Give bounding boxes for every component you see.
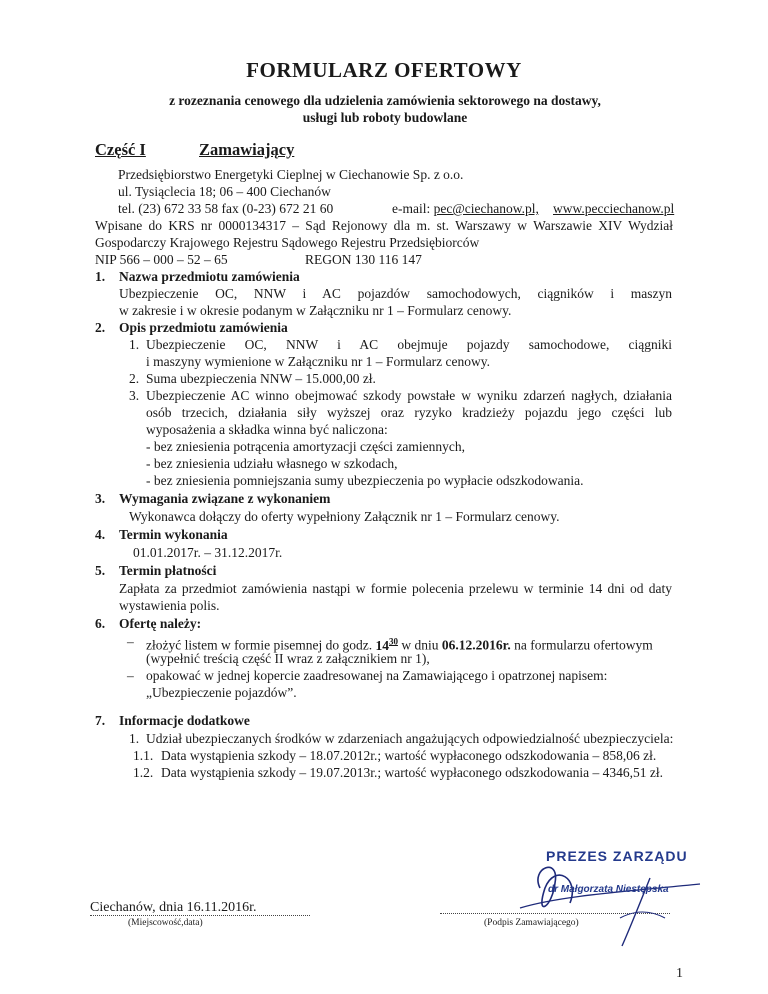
section-3-text: Wykonawca dołączy do oferty wypełniony Załącznik nr 1 – Formularz cenowy. <box>129 509 560 524</box>
section-2-item-3-line-1: Ubezpieczenie AC winno obejmować szkody powstałe w wyniku zdarzeń nagłych, działania <box>146 388 672 403</box>
section-2-item-2-number: 2. <box>129 371 140 386</box>
section-5-line-1: Zapłata za przedmiot zamówienia nastąpi w formie polecenia przelewu w terminie 14 dni od daty <box>119 581 672 596</box>
orderer-tel-fax: tel. (23) 672 33 58 fax (0-23) 672 21 60 <box>118 201 334 216</box>
section-2-bullet: - bez zniesienia potrącenia amortyzacji części zamiennych, <box>146 439 465 454</box>
section-7-sub-text: Data wystąpienia szkody – 18.07.2012r.; wartość wypłaconego odszkodowania – 858,06 zł. <box>161 748 657 763</box>
section-2-item-2: Suma ubezpieczenia NNW – 15.000,00 zł. <box>146 371 376 386</box>
section-6-dash: – <box>127 668 134 683</box>
regon: REGON 130 116 147 <box>305 252 422 267</box>
signature-caption: (Podpis Zamawiającego) <box>484 918 579 928</box>
section-7-sub-number: 1.2. <box>133 765 154 780</box>
section-2-bullet: - bez zniesienia udziału własnego w szkodach, <box>146 456 398 471</box>
section-2-title: Opis przedmiotu zamówienia <box>119 320 288 335</box>
section-1-number: 1. <box>95 269 106 284</box>
section-1-title: Nazwa przedmiotu zamówienia <box>119 269 300 284</box>
section-6-item-a-line-2: (wypełnić treścią część II wraz z załącznikiem nr 1), <box>146 651 430 666</box>
section-2-item-1-line-1: Ubezpieczenie OC, NNW i AC obejmuje pojazdy samochodowe, ciągniki <box>146 337 672 352</box>
section-2-item-3-line-2: osób trzecich, działania siły wyższej oraz ryzyko kradzieży pojazdu jego części lub <box>146 405 672 420</box>
section-3-title: Wymagania związane z wykonaniem <box>119 491 331 506</box>
orderer-name: Przedsiębiorstwo Energetyki Cieplnej w Ciechanowie Sp. z o.o. <box>118 167 464 182</box>
delivery-day-label: w dniu <box>401 637 439 653</box>
krs-line-2: Gospodarczy Krajowego Rejestru Sądowego Rejestru Przedsiębiorców <box>95 235 480 250</box>
nip: NIP 566 – 000 – 52 – 65 <box>95 252 228 267</box>
section-1-line-1: Ubezpieczenie OC, NNW i AC pojazdów samochodowych, ciągników i maszyn <box>119 286 672 301</box>
subtitle-line-2: usługi lub roboty budowlane <box>302 110 468 125</box>
signature-stamp <box>500 848 710 948</box>
place-date-dotted-line <box>90 915 310 916</box>
orderer-address: ul. Tysiąclecia 18; 06 – 400 Ciechanów <box>118 184 331 199</box>
krs-line-1: Wpisane do KRS nr 0000134317 – Sąd Rejonowy dla m. st. Warszawy w Warszawie XIV Wydział <box>95 218 673 233</box>
section-2-item-1-line-2: i maszyny wymienione w Załączniku nr 1 – Formularz cenowy. <box>146 354 491 369</box>
orderer-email-row <box>392 200 539 217</box>
section-2-number: 2. <box>95 320 106 335</box>
subtitle-line-1: z rozeznania cenowego dla udzielenia zamówienia sektorowego na dostawy, <box>169 93 601 108</box>
section-7-item-1: Udział ubezpieczanych środków w zdarzeniach angażujących odpowiedzialność ubezpieczyciela: <box>146 731 674 746</box>
stamp-title: PREZES ZARZĄDU <box>546 848 688 864</box>
part-name: Zamawiający <box>199 140 295 159</box>
section-2-item-1-number: 1. <box>129 337 140 352</box>
document-subtitle <box>120 92 650 126</box>
section-4-text: 01.01.2017r. – 31.12.2017r. <box>133 545 283 560</box>
section-4-number: 4. <box>95 527 106 542</box>
section-3-number: 3. <box>95 491 106 506</box>
section-7-sub-text: Data wystąpienia szkody – 19.07.2013r.; wartość wypłaconego odszkodowania – 4346,51 zł. <box>161 765 664 780</box>
section-6-item-b-line-1: opakować w jednej kopercie zaadresowanej na Zamawiającego i opatrzonej napisem: <box>146 668 608 683</box>
section-4-title: Termin wykonania <box>119 527 228 542</box>
place-date: Ciechanów, dnia 16.11.2016r. <box>90 900 257 915</box>
section-7-number: 7. <box>95 713 106 728</box>
section-6-dash: – <box>127 634 134 649</box>
section-2-item-3-number: 3. <box>129 388 140 403</box>
section-7-title: Informacje dodatkowe <box>119 713 250 728</box>
section-5-line-2: wystawienia polis. <box>119 598 220 613</box>
website-link[interactable]: www.pecciechanow.pl <box>553 201 675 216</box>
section-1-line-2: w zakresie i w okresie podanym w Załączniku nr 1 – Formularz cenowy. <box>119 303 512 318</box>
section-7-sub-number: 1.1. <box>133 748 154 763</box>
part-heading <box>95 140 295 160</box>
section-6-number: 6. <box>95 616 106 631</box>
section-6-item-b-line-2: „Ubezpieczenie pojazdów”. <box>146 685 297 700</box>
section-5-title: Termin płatności <box>119 563 217 578</box>
part-label: Część I <box>95 140 146 159</box>
minutes: 30 <box>388 636 398 646</box>
stamp-name: dr Małgorzata Niestępska <box>548 884 669 895</box>
section-7-item-1-number: 1. <box>129 731 140 746</box>
section-6-title: Ofertę należy: <box>119 616 202 631</box>
page-number: 1 <box>676 966 683 981</box>
delivery-date: 06.12.2016r. <box>441 637 511 653</box>
delivery-text: złożyć listem w formie pisemnej do godz. <box>146 637 373 653</box>
section-2-bullet: - bez zniesienia pomniejszania sumy ubezpieczenia po wypłacie odszkodowania. <box>146 473 584 488</box>
email-label: e-mail: <box>392 201 431 216</box>
section-2-item-3-line-3: wyposażenia a składka winna być naliczona: <box>146 422 388 437</box>
hour: 14 <box>375 637 389 653</box>
delivery-form: na formularzu ofertowym <box>514 637 653 653</box>
document-title: FORMULARZ OFERTOWY <box>246 58 522 82</box>
place-date-caption: (Miejscowość,data) <box>128 918 203 928</box>
email-link[interactable]: pec@ciechanow.pl, <box>433 201 539 216</box>
section-5-number: 5. <box>95 563 106 578</box>
